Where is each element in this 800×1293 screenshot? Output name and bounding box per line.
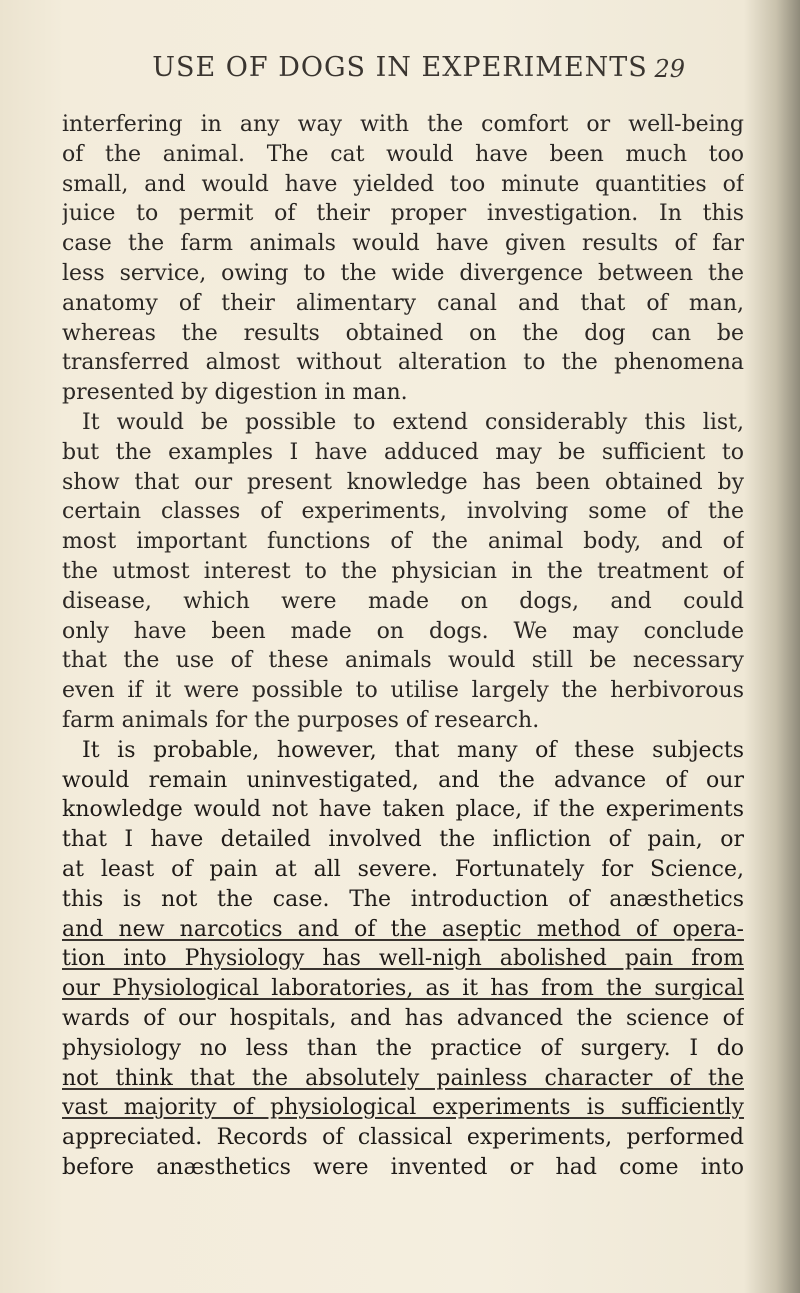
page-header [0,52,800,92]
text-line: and new narcotics and of the aseptic method of opera- [62,916,744,942]
text-line: that I have detailed involved the infliction of pain, or [62,827,744,853]
text-line: show that our present knowledge has been obtained by [62,469,744,495]
text-line: this is not the case. The introduction of anæsthetics [62,886,744,912]
running-head: USE OF DOGS IN EXPERIMENTS [152,52,648,83]
text-line: appreciated. Records of classical experiments, performed [62,1125,744,1151]
text-line: juice to permit of their proper investigation. In this [62,201,744,227]
text-line: wards of our hospitals, and has advanced the science of [62,1005,744,1031]
text-line: but the examples I have adduced may be sufficient to [62,439,744,465]
text-line: It is probable, however, that many of these subjects [82,737,744,763]
text-line: interfering in any way with the comfort or well-being [62,112,744,137]
text-line: not think that the absolutely painless character of the [62,1065,744,1091]
text-line: physiology no less than the practice of surgery. I do [62,1035,744,1061]
text-line: only have been made on dogs. We may conclude [62,618,744,644]
text-line: would remain uninvestigated, and the advance of our [62,767,744,793]
text-line: even if it were possible to utilise largely the herbivorous [62,678,744,704]
text-line: at least of pain at all severe. Fortunately for Science, [62,856,744,882]
text-line: It would be possible to extend considerably this list, [82,409,744,435]
body-text [62,110,744,1183]
page-number: 29 [654,55,685,83]
text-line: disease, which were made on dogs, and could [62,588,744,614]
text-line: the utmost interest to the physician in the treatment of [62,558,744,584]
text-line: less service, owing to the wide divergence between the [62,260,744,286]
text-line: most important functions of the animal body, and of [62,529,744,555]
text-line: farm animals for the purposes of research. [62,707,540,733]
text-line: transferred almost without alteration to the phenomena [62,350,744,376]
text-line: small, and would have yielded too minute quantities of [62,171,744,197]
text-line: case the farm animals would have given results of far [62,231,744,257]
text-line: vast majority of physiological experiments is sufficiently [62,1095,744,1121]
text-line: whereas the results obtained on the dog can be [62,320,744,346]
text-line: of the animal. The cat would have been much too [62,141,744,167]
text-line: tion into Physiology has well-nigh abolished pain from [62,946,744,972]
text-line: certain classes of experiments, involving some of the [62,499,744,525]
text-line: anatomy of their alimentary canal and that of man, [62,290,744,316]
text-line: before anæsthetics were invented or had come into [62,1154,744,1180]
text-line: knowledge would not have taken place, if the experiments [62,797,744,823]
text-line: our Physiological laboratories, as it has from the surgical [62,976,744,1002]
text-line: presented by digestion in man. [62,380,408,406]
text-line: that the use of these animals would still be necessary [62,648,744,674]
